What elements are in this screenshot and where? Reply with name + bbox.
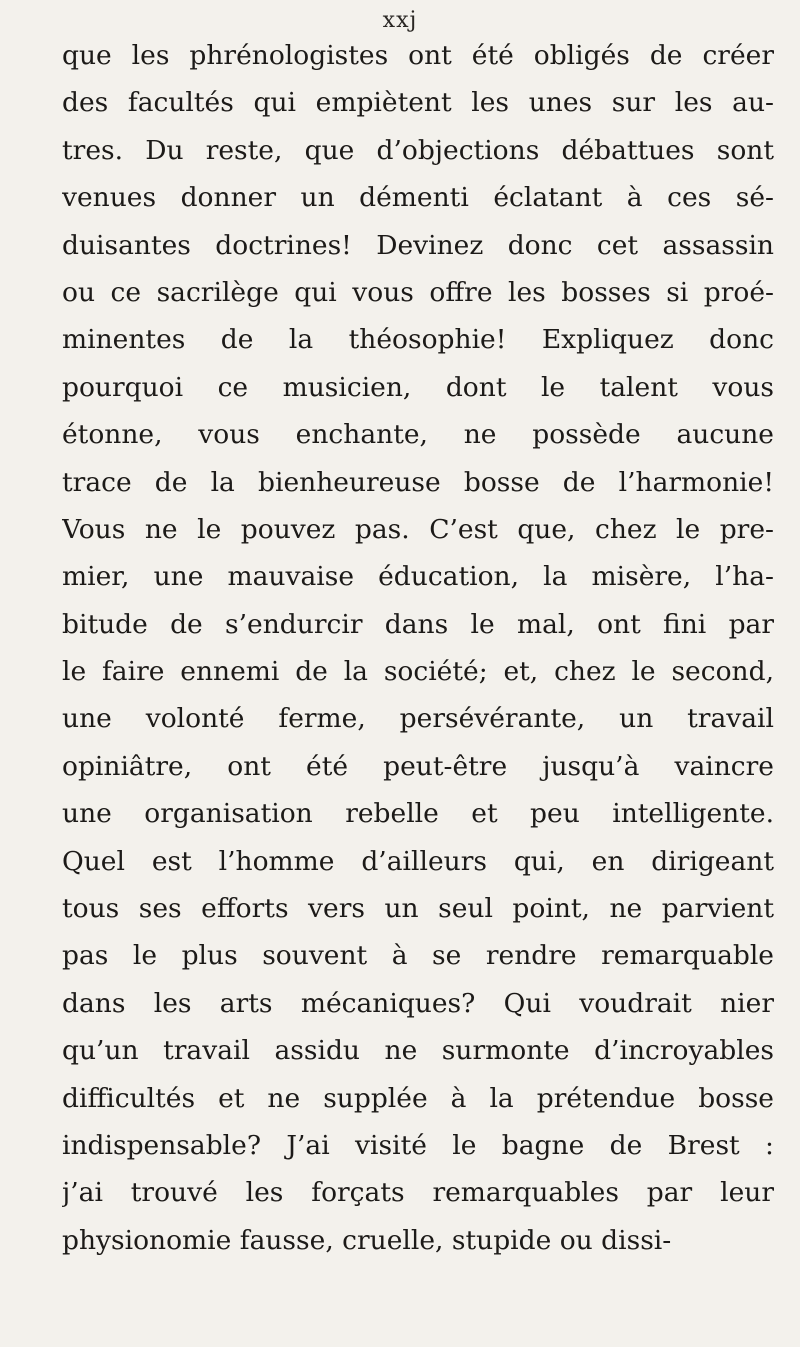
text-line: étonne, vous enchante, ne possède aucune xyxy=(62,419,774,451)
text-line: Quel est l’homme d’ailleurs qui, en dirigeant xyxy=(62,845,774,877)
body-text xyxy=(62,32,774,1264)
text-line: minentes de la théosophie! Expliquez donc xyxy=(62,324,774,356)
text-line: Vous ne le pouvez pas. C’est que, chez le pre- xyxy=(62,513,774,545)
text-line: indispensable? J’ai visité le bagne de Brest : xyxy=(62,1129,774,1161)
text-line: tres. Du reste, que d’objections débattues sont xyxy=(62,134,774,166)
text-line: bitude de s’endurcir dans le mal, ont fini par xyxy=(62,608,774,640)
text-line: pourquoi ce musicien, dont le talent vous xyxy=(62,371,774,403)
text-line: opiniâtre, ont été peut-être jusqu’à vaincre xyxy=(62,750,774,782)
text-line: physionomie fausse, cruelle, stupide ou dissi- xyxy=(62,1224,672,1256)
text-line: qu’un travail assidu ne surmonte d’incroyables xyxy=(62,1035,774,1067)
text-line: duisantes doctrines! Devinez donc cet assassin xyxy=(62,229,774,261)
page-number: xxj xyxy=(382,8,418,33)
text-line: venues donner un démenti éclatant à ces sé- xyxy=(62,182,774,214)
text-line: ou ce sacrilège qui vous offre les bosses si proé- xyxy=(62,276,774,308)
text-line: j’ai trouvé les forçats remarquables par leur xyxy=(62,1177,774,1209)
text-line: que les phrénologistes ont été obligés de créer xyxy=(62,40,774,71)
text-line: des facultés qui empiètent les unes sur les au- xyxy=(62,87,774,119)
text-line: mier, une mauvaise éducation, la misère, l’ha- xyxy=(62,561,774,593)
text-line: trace de la bienheureuse bosse de l’harmonie! xyxy=(62,466,774,498)
text-line: pas le plus souvent à se rendre remarquable xyxy=(62,940,774,972)
text-line: dans les arts mécaniques? Qui voudrait nier xyxy=(62,987,774,1019)
text-line: difficultés et ne supplée à la prétendue bosse xyxy=(62,1082,774,1114)
text-line: le faire ennemi de la société; et, chez le second, xyxy=(62,656,774,688)
text-line: tous ses efforts vers un seul point, ne parvient xyxy=(62,893,774,925)
text-line: une organisation rebelle et peu intelligente. xyxy=(62,798,774,830)
text-line: une volonté ferme, persévérante, un travail xyxy=(62,703,774,735)
